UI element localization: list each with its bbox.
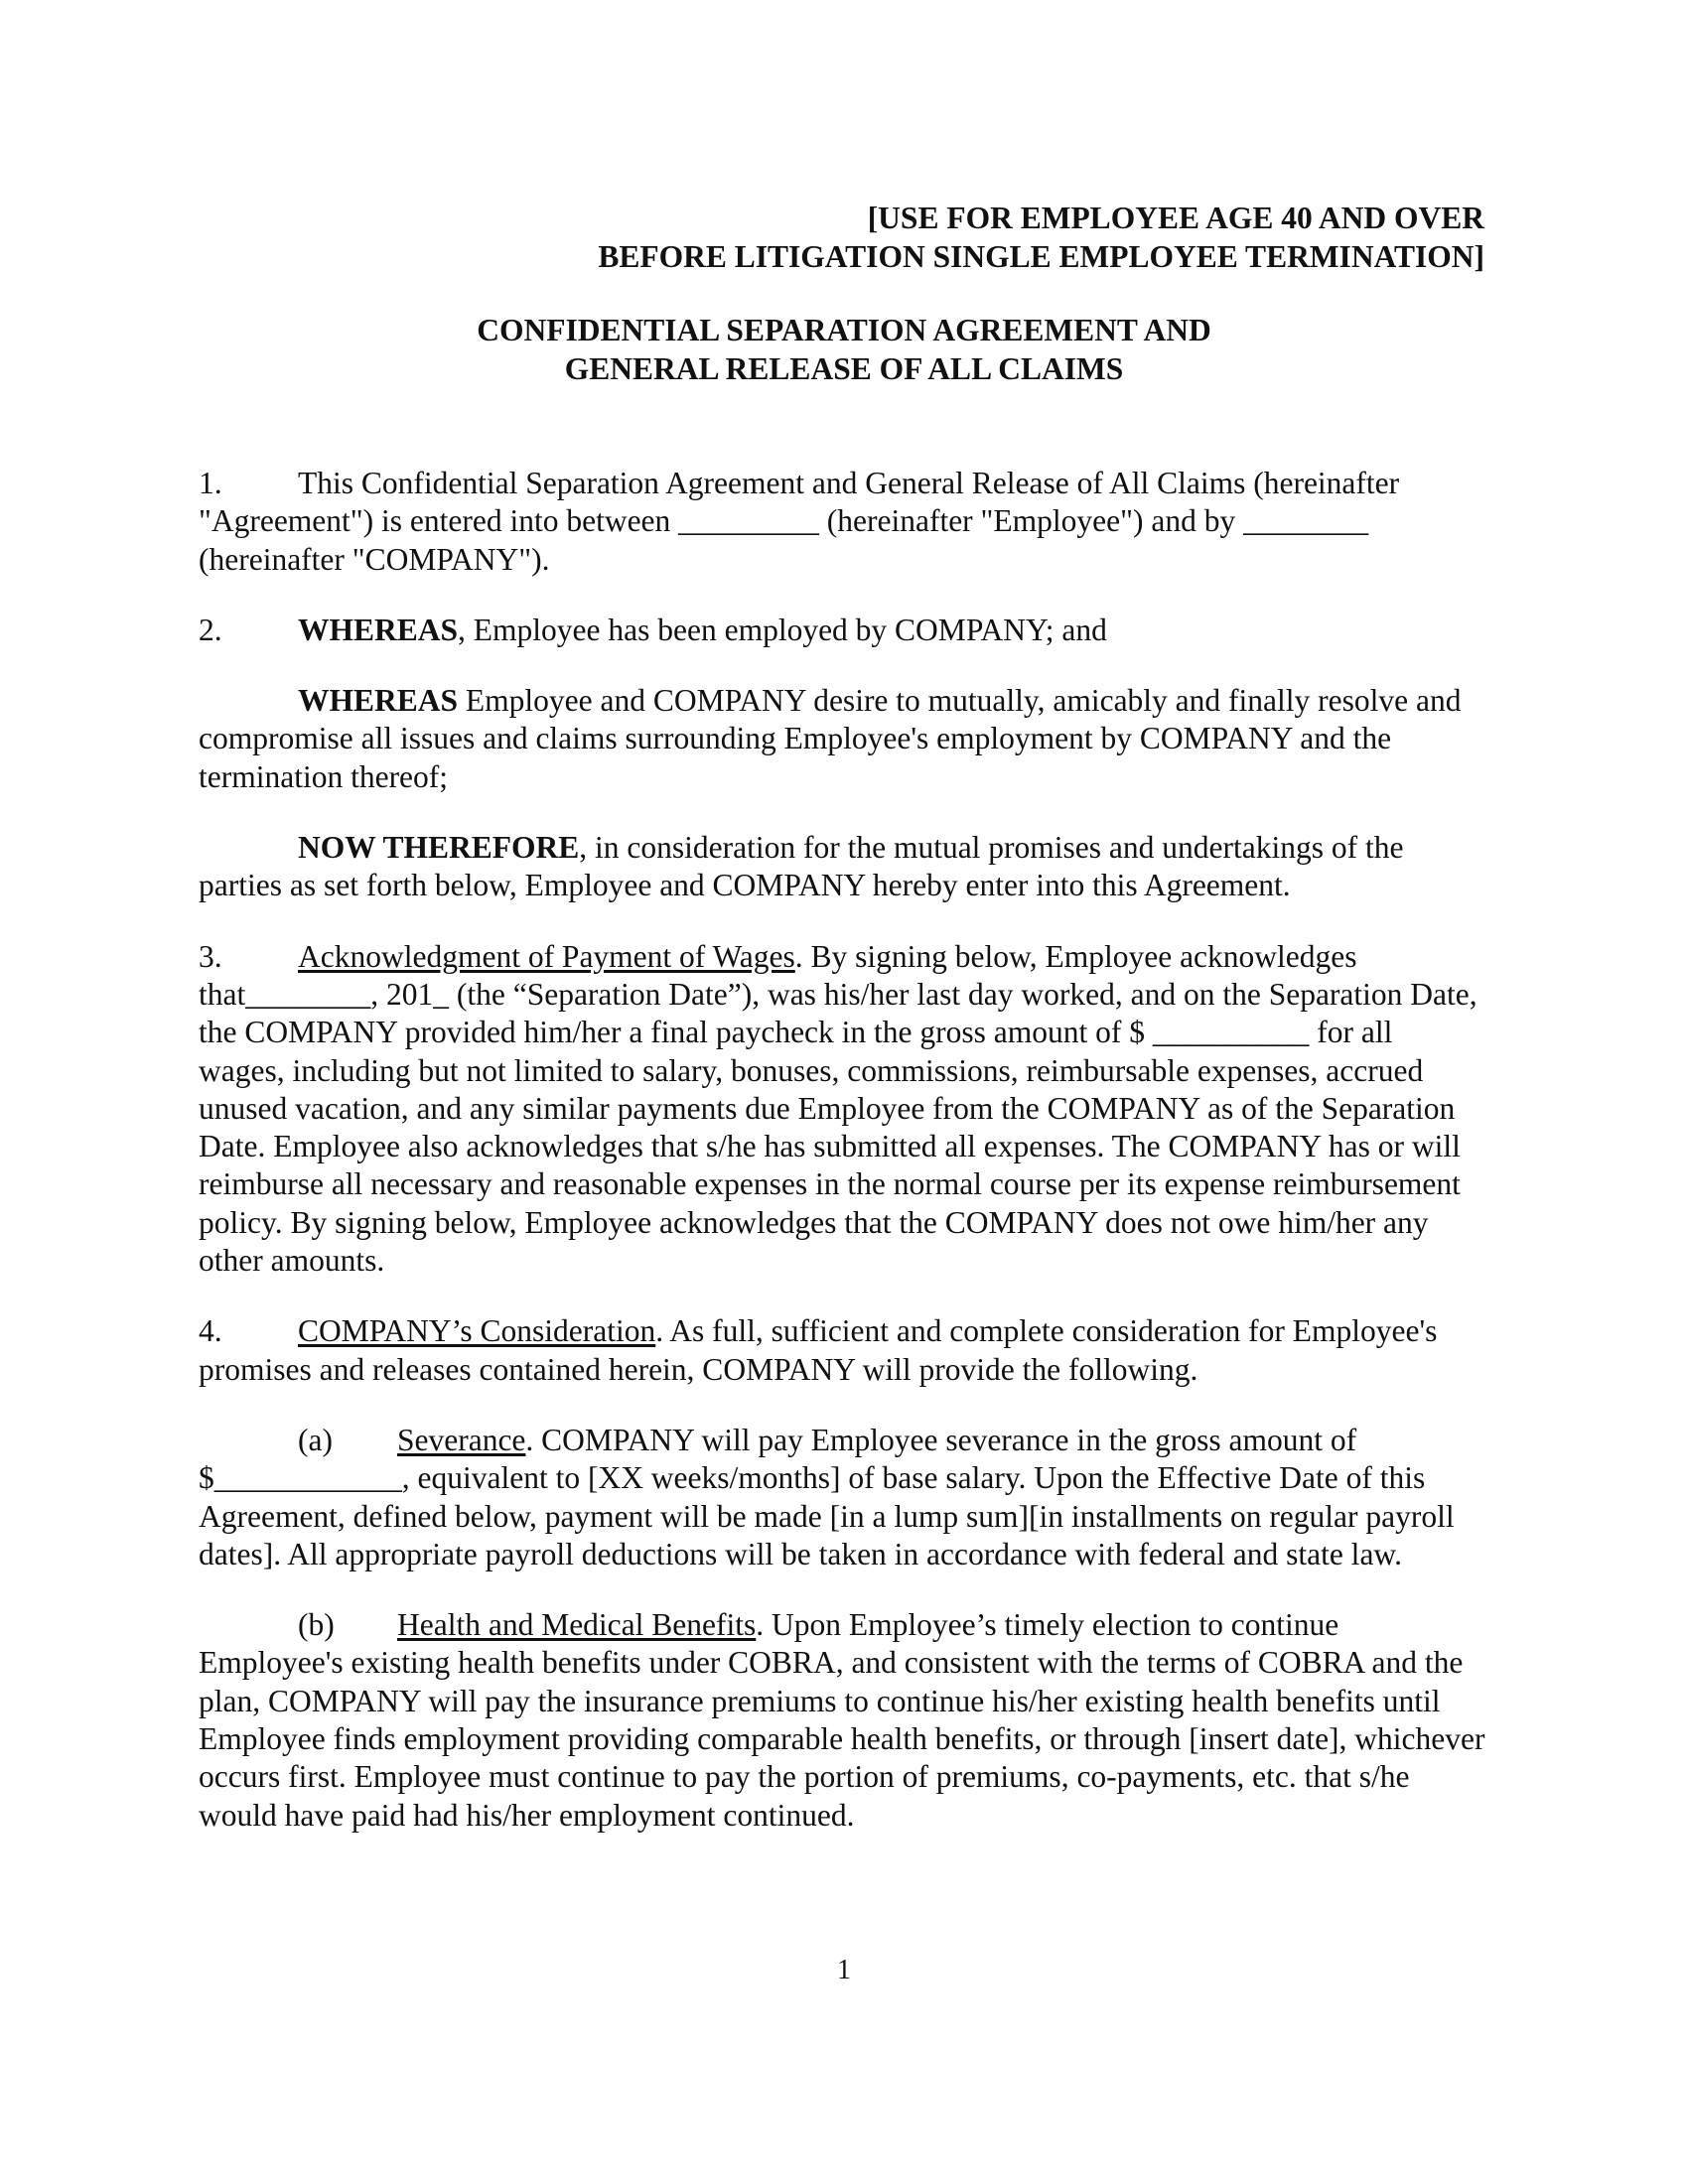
section-heading: Severance: [397, 1422, 526, 1457]
section-text: , in consideration for the mutual promises and undertakings of the parties as set forth below, Employee and COMPANY hereby enter into this Agreement.: [199, 830, 1404, 903]
subsection-number: (b): [298, 1607, 335, 1643]
section-heading: Health and Medical Benefits: [397, 1607, 757, 1643]
document-title: [199, 311, 1489, 388]
section-1: [199, 465, 1485, 579]
usage-note-line-1: [USE FOR EMPLOYEE AGE 40 AND OVER: [867, 201, 1484, 235]
section-3: [199, 938, 1485, 1281]
section-text: . As full, sufficient and complete consideration for Employee's promises and releases contained herein, COMPANY will provide the following.: [199, 1313, 1438, 1387]
section-4: [199, 1312, 1485, 1389]
section-number: 4.: [199, 1313, 222, 1349]
document-body: [199, 465, 1485, 1867]
document-title-line-1: CONFIDENTIAL SEPARATION AGREEMENT AND: [477, 313, 1211, 347]
section-text: , Employee has been employed by COMPANY; and: [458, 612, 1107, 647]
section-4b: [199, 1606, 1485, 1835]
section-lead-bold: WHEREAS: [298, 683, 459, 719]
usage-note-line-2: BEFORE LITIGATION SINGLE EMPLOYEE TERMINATION]: [598, 239, 1484, 274]
now-therefore-clause: [199, 829, 1485, 905]
section-number: 2.: [199, 612, 222, 647]
section-text: Employee and COMPANY desire to mutually, amicably and finally resolve and compromise all issues and claims surrounding Employee's employment by COMPANY and the termination thereof;: [199, 683, 1462, 794]
section-text: . By signing below, Employee acknowledges that________, 201_ (the “Separation Date”), was his/her last day worked, and on the Separation Date, the COMPANY provided him/her a final paycheck in the gross amount of $ __________ for all wages, including but not limited to salary, bonuses, commissions, reimbursable expenses, accrued unused vacation, and any similar payments due Employee from the COMPANY as of the Separation Date. Employee also acknowledges that s/he has submitted all expenses. The COMPANY has or will reimburse all necessary and reasonable expenses in the normal course per its expense reimbursement policy. By signing below, Employee acknowledges that the COMPANY does not owe him/her any other amounts.: [199, 938, 1477, 1279]
subsection-number: (a): [298, 1422, 333, 1457]
document-title-line-2: GENERAL RELEASE OF ALL CLAIMS: [564, 351, 1124, 386]
section-2: [199, 612, 1485, 649]
section-4a: [199, 1422, 1485, 1573]
section-text: . COMPANY will pay Employee severance in the gross amount of $____________, equivalent to [XX weeks/months] of base salary. Upon the Effective Date of this Agreement, defined below, payment will be made [in a lump sum][in installments on regular payroll dates]. All appropriate payroll deductions will be taken in accordance with federal and state law.: [199, 1422, 1455, 1571]
whereas-clause: [199, 682, 1485, 796]
section-lead-bold: WHEREAS: [298, 612, 459, 647]
section-lead-bold: NOW THEREFORE: [298, 830, 580, 866]
section-number: 3.: [199, 938, 222, 974]
section-number: 1.: [199, 466, 222, 500]
section-text: . Upon Employee’s timely election to continue Employee's existing health benefits under COBRA, and consistent with the terms of COBRA and the plan, COMPANY will pay the insurance premiums to continue his/her existing health benefits until Employee finds employment providing comparable health benefits, or through [insert date], whichever occurs first. Employee must continue to pay the portion of premiums, co-payments, etc. that s/he would have paid had his/her employment continued.: [199, 1607, 1485, 1833]
section-text: This Confidential Separation Agreement and General Release of All Claims (hereinafter "Agreement") is entered into between _________ (hereinafter "Employee") and by ________ (hereinafter "COMPANY").: [199, 466, 1400, 577]
page-number: 1: [837, 1955, 851, 1985]
section-heading: COMPANY’s Consideration: [298, 1313, 656, 1349]
usage-note: [598, 199, 1484, 276]
section-heading: Acknowledgment of Payment of Wages: [298, 938, 795, 974]
